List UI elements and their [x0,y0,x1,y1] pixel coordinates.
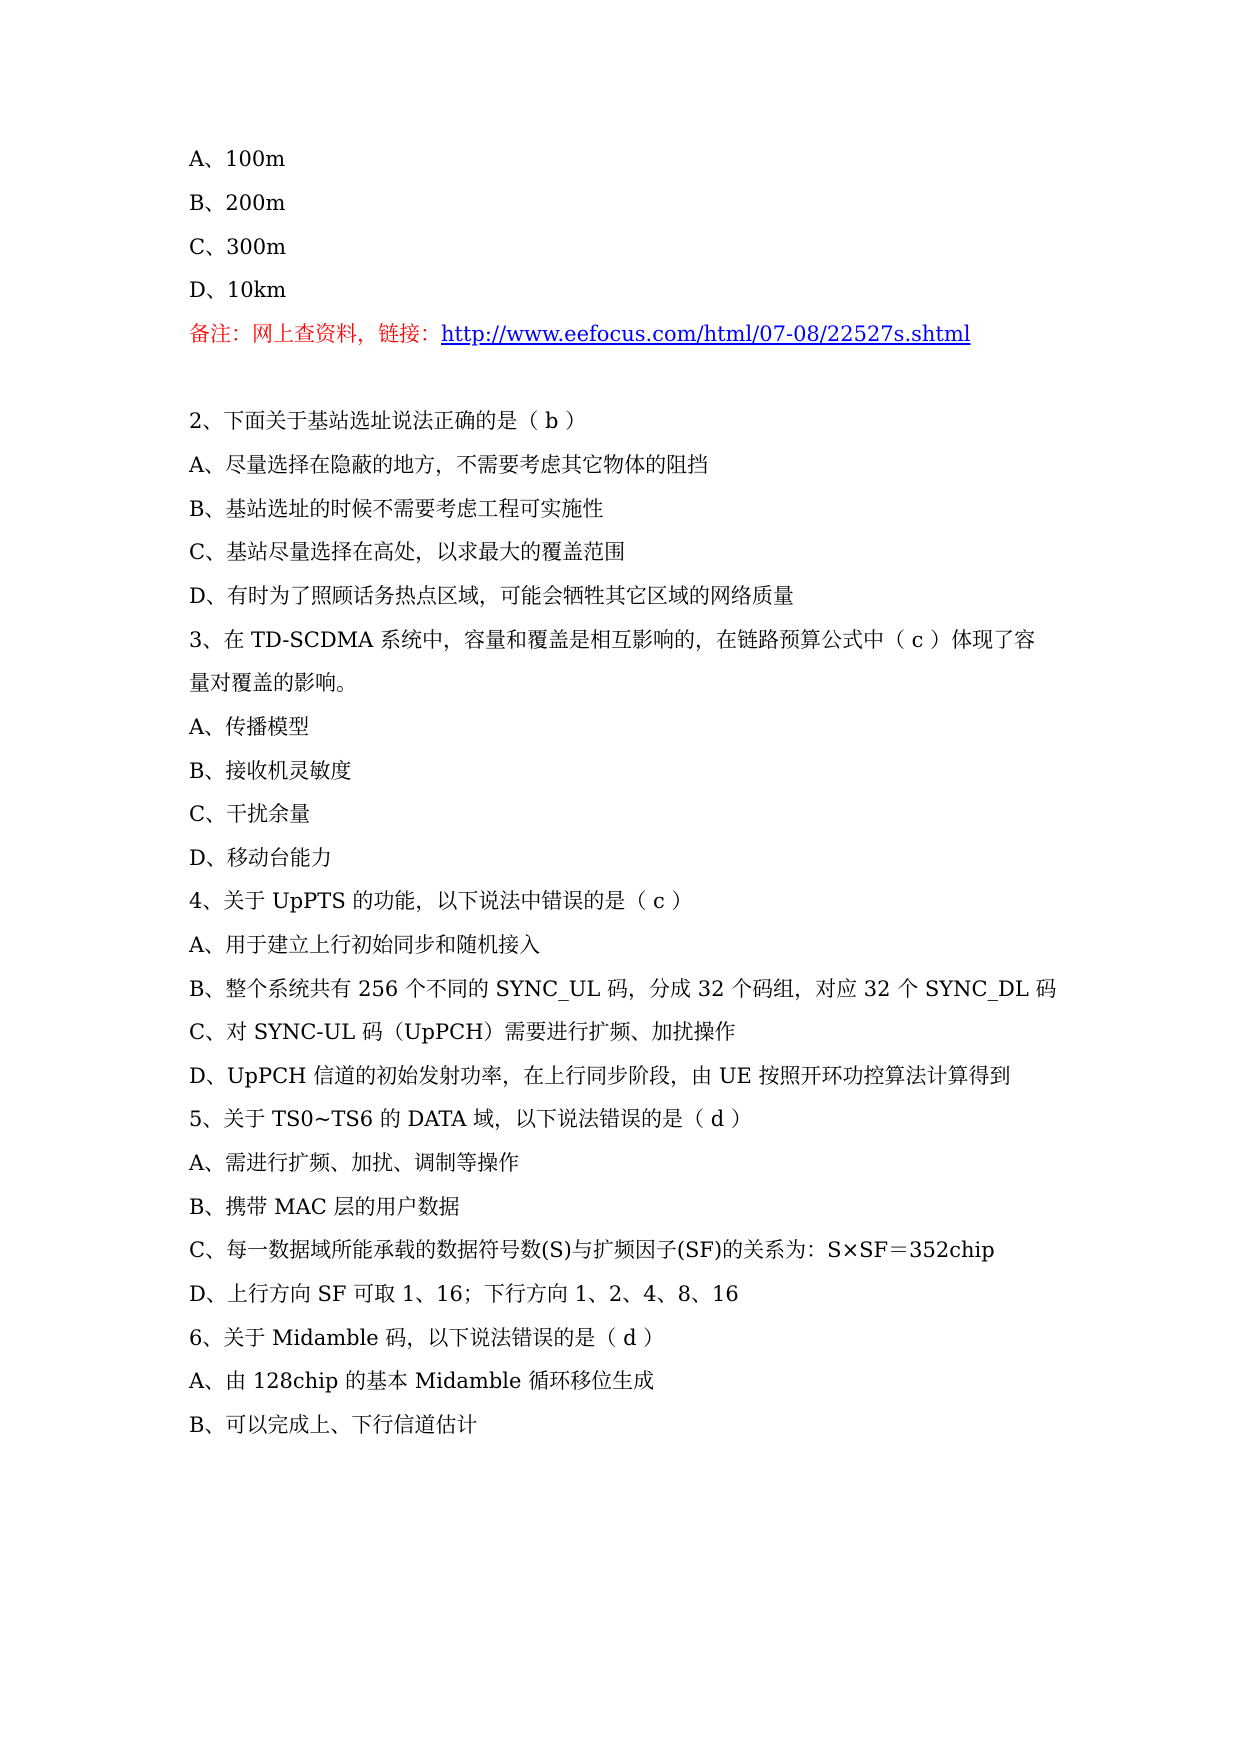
question-5-option-c: C、每一数据域所能承载的数据符号数(S)与扩频因子(SF)的关系为：S×SF＝352chip [189,1238,995,1262]
question-2: 2、下面关于基站选址说法正确的是（ b ） [189,409,587,433]
remark-label: 备注：网上查资料，链接： [189,322,441,346]
question-2-option-a: A、尽量选择在隐蔽的地方，不需要考虑其它物体的阻挡 [189,453,709,477]
option-b: B、200m [189,191,286,215]
question-4: 4、关于 UpPTS 的功能，以下说法中错误的是（ c ） [189,889,693,913]
question-3: 3、在 TD-SCDMA 系统中，容量和覆盖是相互影响的，在链路预算公式中（ c ）体现了容 [189,628,1036,652]
question-2-option-c: C、基站尽量选择在高处，以求最大的覆盖范围 [189,540,626,564]
remark-note [189,320,1069,348]
question-5-option-a: A、需进行扩频、加扰、调制等操作 [189,1151,520,1175]
question-6-option-a: A、由 128chip 的基本 Midamble 循环移位生成 [189,1369,655,1393]
question-3-option-d: D、移动台能力 [189,846,332,870]
option-a: A、100m [189,147,286,171]
question-6-option-b: B、可以完成上、下行信道估计 [189,1413,478,1437]
question-2-option-d: D、有时为了照顾话务热点区域，可能会牺牲其它区域的网络质量 [189,584,794,608]
question-4-option-c: C、对 SYNC-UL 码（UpPCH）需要进行扩频、加扰操作 [189,1020,736,1044]
reference-link[interactable]: http://www.eefocus.com/html/07-08/22527s.shtml [441,322,971,346]
question-4-option-d: D、UpPCH 信道的初始发射功率，在上行同步阶段，由 UE 按照开环功控算法计算得到 [189,1064,1011,1088]
option-d: D、10km [189,278,287,302]
question-5-option-b: B、携带 MAC 层的用户数据 [189,1195,460,1219]
question-4-option-b: B、整个系统共有 256 个不同的 SYNC_UL 码，分成 32 个码组，对应 32 个 SYNC_DL 码 [189,977,1057,1001]
question-3-option-b: B、接收机灵敏度 [189,759,352,783]
question-3-option-a: A、传播模型 [189,715,310,739]
question-5-option-d: D、上行方向 SF 可取 1、16；下行方向 1、2、4、8、16 [189,1282,739,1306]
option-c: C、300m [189,235,287,259]
question-3-continued: 量对覆盖的影响。 [189,671,357,695]
question-3-option-c: C、干扰余量 [189,802,311,826]
question-6: 6、关于 Midamble 码，以下说法错误的是（ d ） [189,1326,665,1350]
question-2-option-b: B、基站选址的时候不需要考虑工程可实施性 [189,497,604,521]
question-5: 5、关于 TS0~TS6 的 DATA 域，以下说法错误的是（ d ） [189,1107,752,1131]
question-4-option-a: A、用于建立上行初始同步和随机接入 [189,933,541,957]
